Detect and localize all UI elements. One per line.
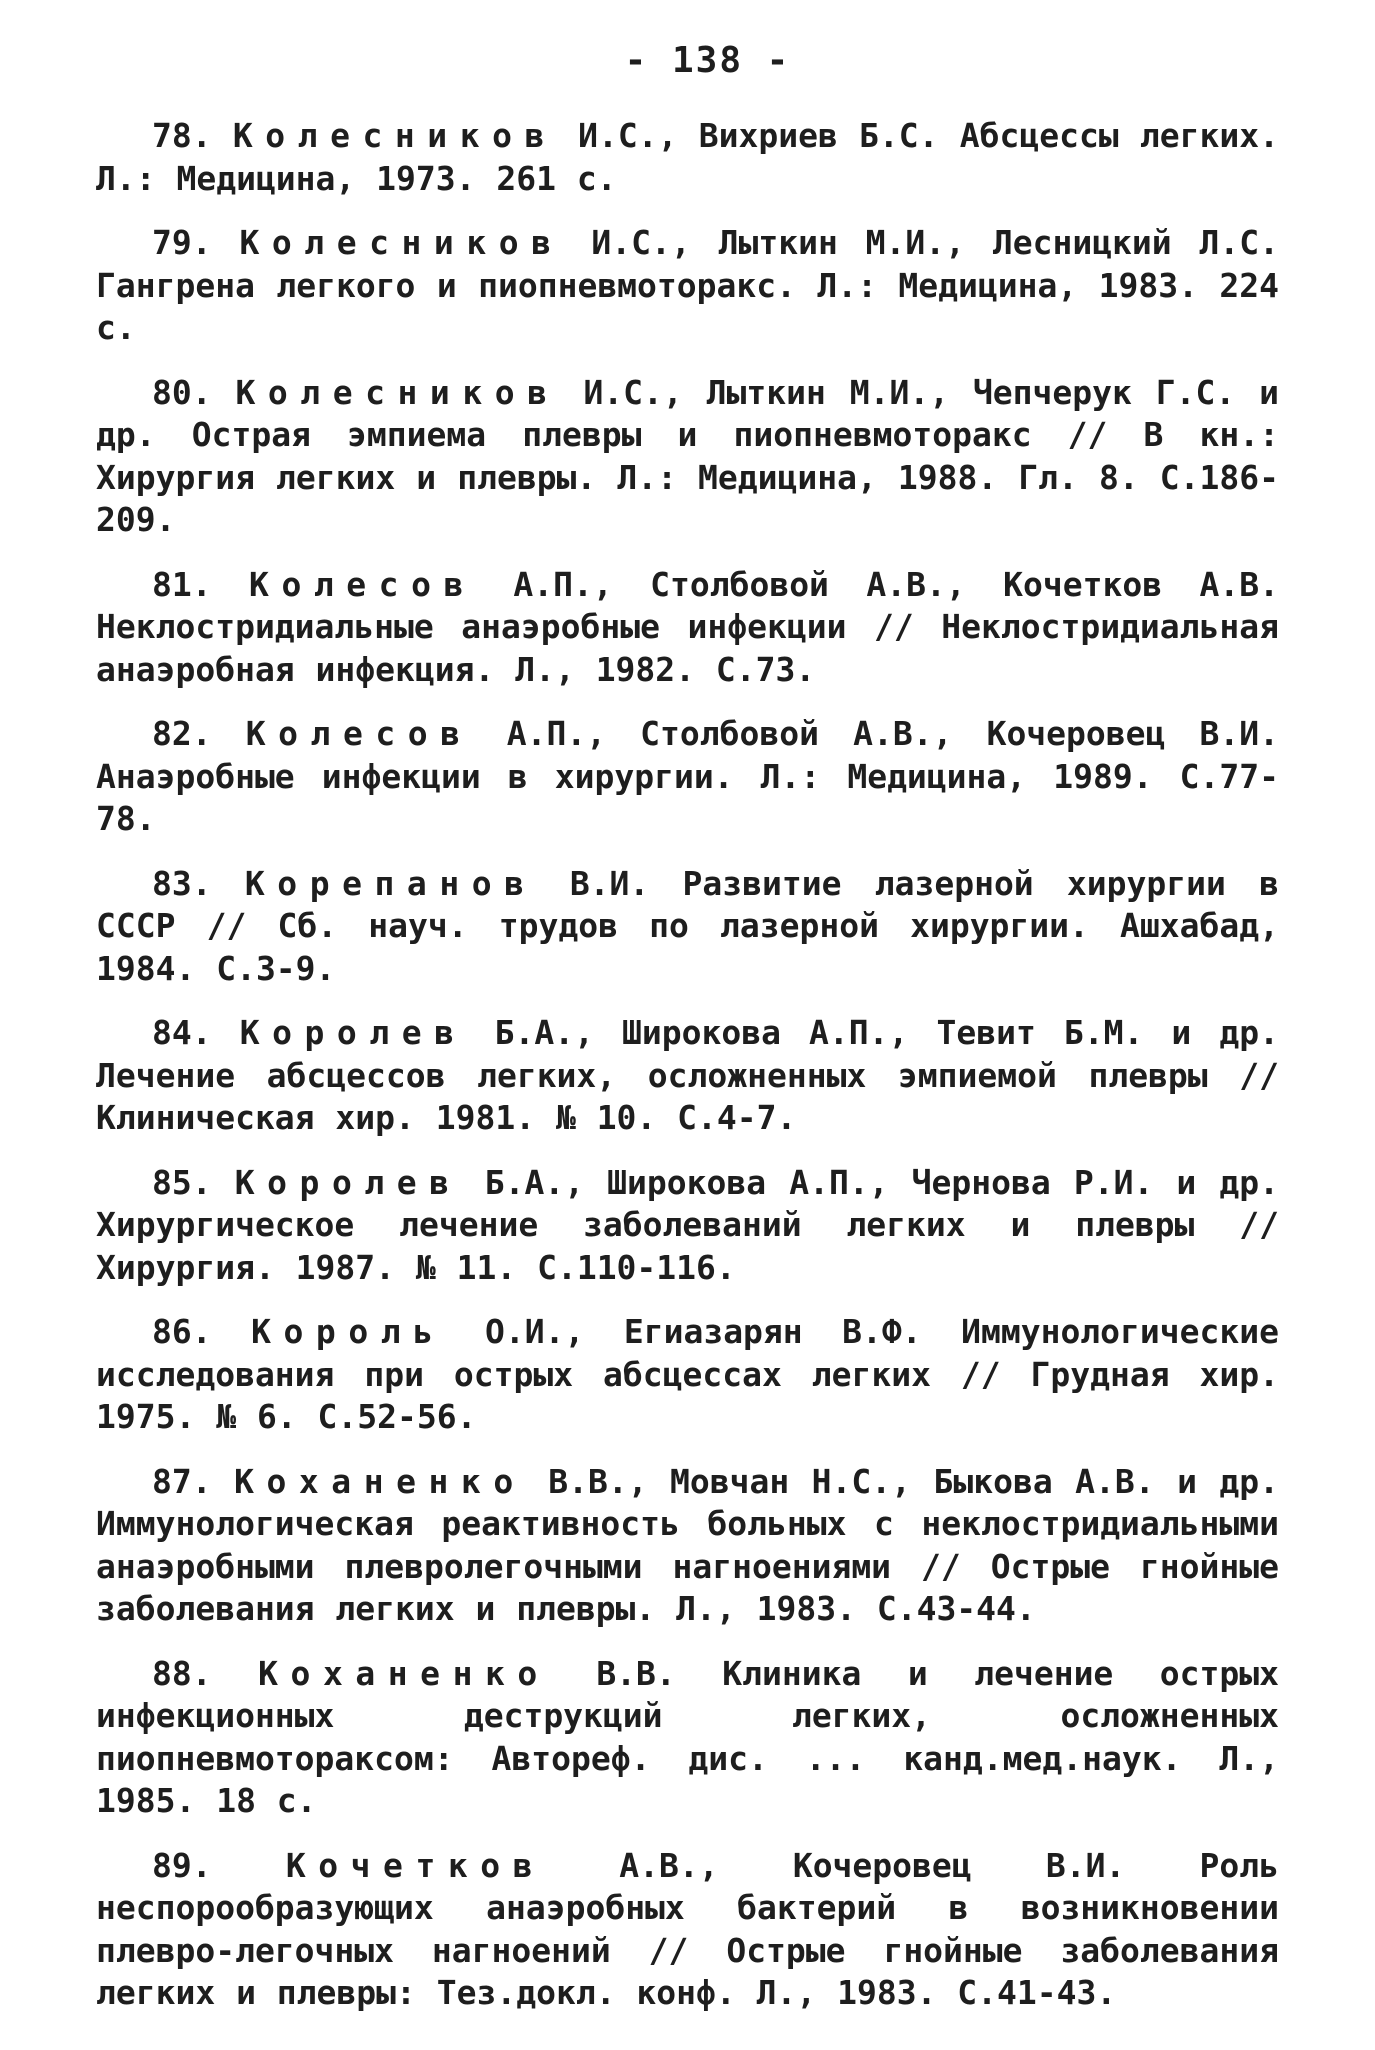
- entry-author: Колесников: [232, 116, 557, 155]
- entry-number: 82.: [152, 714, 212, 753]
- bibliography-entry: [96, 115, 1279, 200]
- bibliography-entry: [96, 1653, 1279, 1823]
- entry-author: Королев: [239, 1013, 467, 1052]
- entry-text: В.И. Развитие лазерной хирургии в СССР // Сб. науч. трудов по лазерной хирургии. Ашхабад, 1984. С.3-9.: [96, 863, 1279, 988]
- entry-number: 84.: [152, 1013, 212, 1052]
- entry-author: Колесников: [239, 223, 564, 262]
- entry-author: Коханенко: [234, 1461, 526, 1501]
- bibliography-list: [96, 115, 1279, 2015]
- entry-text: Б.А., Широкова А.П., Тевит Б.М. и др. Лечение абсцессов легких, осложненных эмпиемой плевры // Клиническая хир. 1981. № 10. С.4-7.: [96, 1013, 1279, 1137]
- entry-number: 89.: [152, 1845, 212, 1885]
- entry-author: Король: [251, 1312, 446, 1351]
- entry-text: В.В. Клиника и лечение острых инфекционных деструкций легких, осложненных пиопневмотораксом: Автореф. дис. ... канд.мед.наук. Л., 1985. 18 с.: [96, 1653, 1280, 1820]
- entry-number: 78.: [152, 116, 212, 155]
- entry-text: Б.А., Широкова А.П., Чернова Р.И. и др. Хирургическое лечение заболеваний легких и плевры // Хирургия. 1987. № 11. С.110-116.: [96, 1162, 1280, 1287]
- entry-text: А.В., Кочеровец В.И. Роль неспорообразующих анаэробных бактерий в возникновении плевро-легочных нагноений // Острые гнойные заболевания легких и плевры: Тез.докл. конф. Л., 1983. С.41-43.: [96, 1845, 1279, 2012]
- entry-number: 81.: [152, 564, 212, 604]
- entry-number: 85.: [152, 1162, 212, 1202]
- bibliography-entry: [96, 1311, 1279, 1439]
- bibliography-entry: [96, 1461, 1279, 1631]
- entry-number: 88.: [152, 1653, 212, 1693]
- entry-text: И.С., Лыткин М.И., Лесницкий Л.С. Гангрена легкого и пиопневмоторакс. Л.: Медицина, 1983. 224 с.: [96, 223, 1279, 347]
- entry-author: Корепанов: [244, 863, 537, 903]
- entry-text: О.И., Егиазарян В.Ф. Иммунологические исследования при острых абсцессах легких // Грудная хир. 1975. № 6. С.52-56.: [96, 1312, 1279, 1436]
- entry-number: 80.: [152, 372, 212, 412]
- entry-number: 83.: [152, 863, 212, 903]
- bibliography-entry: [96, 863, 1279, 991]
- entry-author: Колесов: [249, 564, 476, 604]
- entry-text: И.С., Лыткин М.И., Чепчерук Г.С. и др. Острая эмпиема плевры и пиопневмоторакс // В кн.: Хирургия легких и плевры. Л.: Медицина, 1988. Гл. 8. С.186-209.: [96, 372, 1279, 539]
- entry-author: Колесников: [235, 372, 560, 412]
- entry-number: 79.: [152, 223, 212, 262]
- bibliography-entry: [96, 1012, 1279, 1140]
- entry-number: 86.: [152, 1312, 212, 1351]
- entry-text: В.В., Мовчан Н.С., Быкова А.В. и др. Иммунологическая реактивность больных с неклостридиальными анаэробными плевролегочными нагноениями // Острые гнойные заболевания легких и плевры. Л., 1983. С.43-44.: [96, 1461, 1279, 1628]
- bibliography-entry: [96, 222, 1279, 350]
- entry-author: Кочетков: [285, 1845, 546, 1885]
- entry-number: 87.: [152, 1461, 212, 1501]
- entry-text: А.П., Столбовой А.В., Кочеровец В.И. Анаэробные инфекции в хирургии. Л.: Медицина, 1989. С.77-78.: [96, 714, 1279, 838]
- bibliography-entry: [96, 564, 1279, 692]
- bibliography-entry: [96, 713, 1279, 841]
- page-number: - 138 -: [624, 40, 791, 81]
- entry-text: А.П., Столбовой А.В., Кочетков А.В. Неклостридиальные анаэробные инфекции // Неклостридиальная анаэробная инфекция. Л., 1982. С.73.: [96, 564, 1279, 689]
- bibliography-entry: [96, 1845, 1279, 2015]
- bibliography-entry: [96, 1162, 1279, 1290]
- entry-author: Королев: [234, 1162, 462, 1202]
- entry-author: Колесов: [245, 714, 473, 753]
- entry-text: И.С., Вихриев Б.С. Абсцессы легких. Л.: Медицина, 1973. 261 с.: [96, 116, 1279, 198]
- bibliography-entry: [96, 372, 1279, 542]
- entry-author: Коханенко: [258, 1653, 550, 1693]
